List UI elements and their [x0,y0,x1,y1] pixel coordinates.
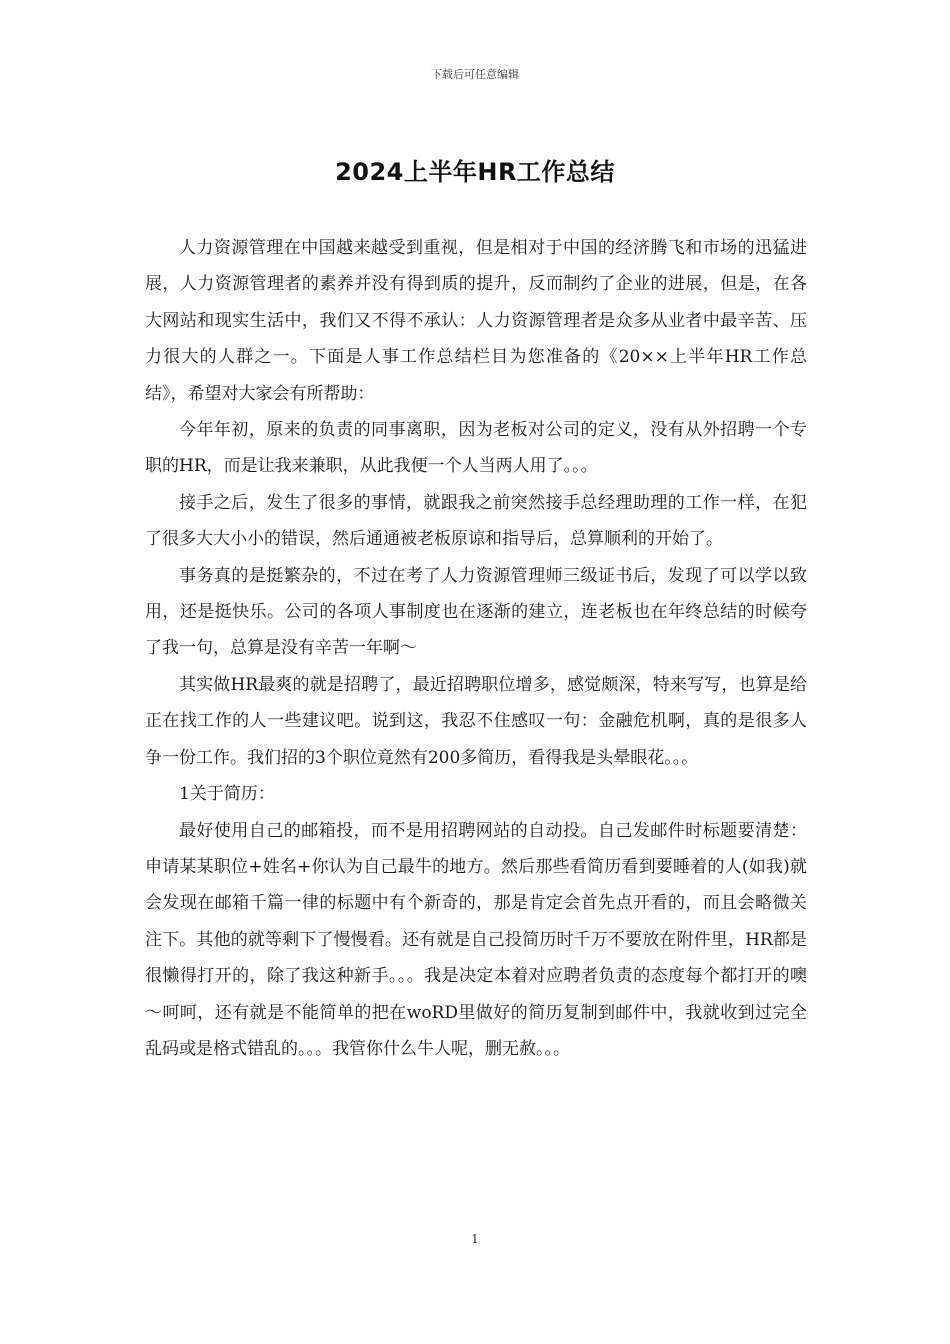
paragraph: 事务真的是挺繁杂的，不过在考了人力资源管理师三级证书后，发现了可以学以致用，还是挺快乐。公司的各项人事制度也在逐渐的建立，连老板也在年终总结的时候夸了我一句，总算是没有辛苦一年啊～ [145,565,807,659]
document-body [145,230,807,1067]
paragraph: 今年年初，原来的负责的同事离职，因为老板对公司的定义，没有从外招聘一个专职的HR，而是让我来兼职，从此我便一个人当两人用了。。。 [145,420,807,477]
page-number: 1 [471,1232,479,1246]
header-note: 下载后可任意编辑 [431,68,519,81]
paragraph: 接手之后，发生了很多的事情，就跟我之前突然接手总经理助理的工作一样，在犯了很多大大小小的错误，然后通通被老板原谅和指导后，总算顺利的开始了。 [145,492,807,550]
paragraph: 其实做HR最爽的就是招聘了，最近招聘职位增多，感觉颇深，特来写写，也算是给正在找工作的人一些建议吧。说到这，我忍不住感叹一句：金融危机啊，真的是很多人争一份工作。我们招的3个职位竟然有200多简历，看得我是头晕眼花。。。 [145,674,807,768]
section-heading: 1关于简历： [179,784,275,805]
page-title: 2024上半年HR工作总结 [335,158,615,186]
paragraph: 最好使用自己的邮箱投，而不是用招聘网站的自动投。自己发邮件时标题要清楚：申请某某职位+姓名+你认为自己最牛的地方。然后那些看简历看到要睡着的人(如我)就会发现在邮箱千篇一律的标题中有个新奇的，那是肯定会首先点开看的，而且会略微关注下。其他的就等剩下了慢慢看。还有就是自己投简历时千万不要放在附件里，HR都是很懒得打开的，除了我这种新手。。。我是决定本着对应聘者负责的态度每个都打开的噢～呵呵，还有就是不能简单的把在woRD里做好的简历复制到邮件中，我就收到过完全乱码或是格式错乱的。。。我管你什么牛人呢，删无赦。。。 [145,820,807,1059]
paragraph: 人力资源管理在中国越来越受到重视，但是相对于中国的经济腾飞和市场的迅猛进展，人力资源管理者的素养并没有得到质的提升，反而制约了企业的进展，但是，在各大网站和现实生活中，我们又不得不承认：人力资源管理者是众多从业者中最辛苦、压力很大的人群之一。下面是人事工作总结栏目为您准备的《20××上半年HR工作总结》，希望对大家会有所帮助： [145,238,807,404]
